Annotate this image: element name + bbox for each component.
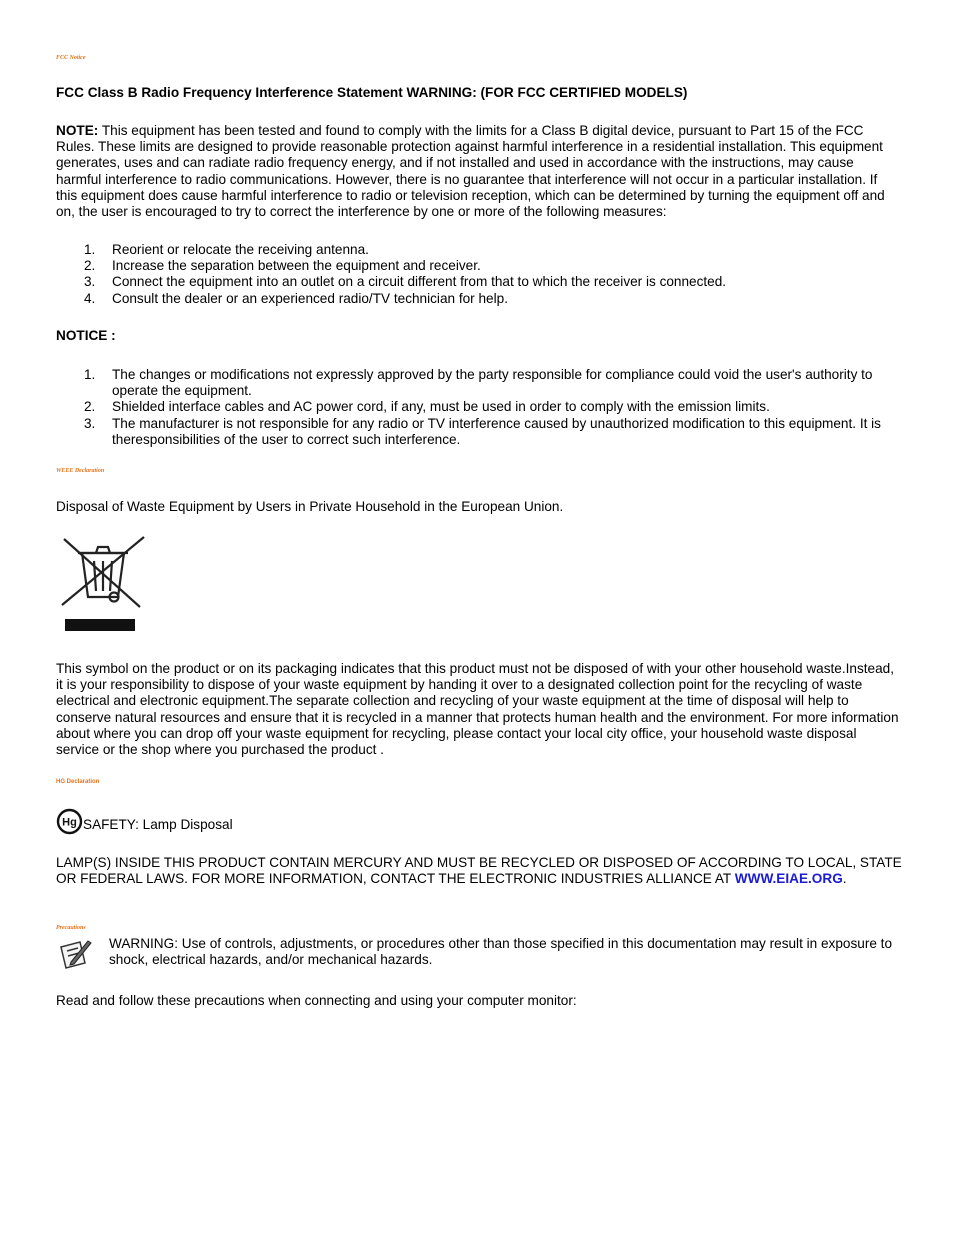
hg-icon-text: Hg <box>62 816 77 829</box>
eiae-link[interactable]: WWW.EIAE.ORG <box>734 871 843 887</box>
note-text: This equipment has been tested and found to comply with the limits for a Class B digital device, pursuant to Part 15 of the FCC Rules. These limits are designed to provide reasonable protection against harmful interference in a residential installation. This equipment generates, uses and can radiate radio frequency energy, and if not installed and used in accordance with the instructions, may cause harmful interference to radio communications. However, there is no guarantee that interference will not occur in a particular installation. If this equipment does cause harmful interference to radio or television reception, which can be determined by turning the equipment off and on, the user is encouraged to try to correct the interference by one or more of the following measures: <box>56 123 885 220</box>
list-item <box>56 274 902 290</box>
section-label-precautions: Precautions <box>56 925 86 931</box>
list-item-number: 2. <box>84 258 96 274</box>
list-item-text: Increase the separation between the equipment and receiver. <box>112 258 481 274</box>
precautions-intro: Read and follow these precautions when connecting and using your computer monitor: <box>56 993 577 1008</box>
list-item-number: 1. <box>84 367 96 382</box>
list-item-text: Connect the equipment into an outlet on a circuit different from that to which the receiver is connected. <box>112 274 727 290</box>
list-item-text: The changes or modifications not expressly approved by the party responsible for compliance could void the user's authority to operate the equipment. <box>112 367 873 399</box>
list-item <box>56 258 902 274</box>
mercury-hg-icon <box>56 808 83 835</box>
hg-body-paragraph <box>56 855 902 887</box>
list-item-number: 1. <box>84 242 96 257</box>
section-label-fcc: FCC Notice <box>56 55 86 61</box>
list-item-text: The manufacturer is not responsible for any radio or TV interference caused by unauthorized modification to this equipment. It is theresponsibilities of the user to correct such interference. <box>112 415 881 447</box>
list-item <box>56 367 902 399</box>
section-label-hg: HG Declaration <box>56 779 100 785</box>
list-item-number: 3. <box>84 274 96 290</box>
weee-heading: Disposal of Waste Equipment by Users in Private Household in the European Union. <box>56 499 564 514</box>
list-item <box>56 399 902 415</box>
section-label-weee: WEEE Declaration <box>56 468 105 474</box>
warning-pencil-note-icon <box>58 937 92 969</box>
note-label: NOTE: <box>56 123 99 138</box>
hg-link-suffix: . <box>842 871 847 887</box>
list-item-text: Consult the dealer or an experienced radio/TV technician for help. <box>112 290 508 306</box>
list-item-text: Shielded interface cables and AC power cord, if any, must be used in order to comply with the emission limits. <box>112 399 770 415</box>
list-item-number: 3. <box>84 415 96 431</box>
list-item <box>56 242 902 258</box>
fcc-measures-list <box>56 242 902 307</box>
list-item <box>56 416 902 448</box>
list-item-text: Reorient or relocate the receiving antenna. <box>112 242 369 257</box>
fcc-notice-list <box>56 367 902 448</box>
fcc-note-paragraph <box>56 123 902 220</box>
list-item-number: 2. <box>84 399 96 415</box>
weee-body: This symbol on the product or on its packaging indicates that this product must not be disposed of with your other household waste.Instead, it is your responsibility to dispose of your waste equipment by handing it over to a designated collection point for the recycling of waste electrical and electronic equipment.The separate collection and recycling of your waste equipment at the time of disposal will help to conserve natural resources and ensure that it is recycled in a manner that protects human health and the environment. For more information about where you can drop off your waste equipment for recycling, please contact your local city office, your household waste disposal service or the shop where you purchased the product . <box>56 661 899 758</box>
hg-body: LAMP(S) INSIDE THIS PRODUCT CONTAIN MERCURY AND MUST BE RECYCLED OR DISPOSED OF ACCORDING TO LOCAL, STATE OR FEDERAL LAWS. FOR MORE INFORMATION, CONTACT THE ELECTRONIC INDUSTRIES ALLIANCE AT <box>56 855 902 887</box>
list-item-number: 4. <box>84 290 96 306</box>
fcc-title: FCC Class B Radio Frequency Interference Statement WARNING: (FOR FCC CERTIFIED MODELS) <box>56 85 688 100</box>
list-item <box>56 291 902 307</box>
notice-label: NOTICE : <box>56 328 116 343</box>
precautions-warning: WARNING: Use of controls, adjustments, or procedures other than those specified in this documentation may result in exposure to shock, electrical hazards, and/or mechanical hazards. <box>109 936 893 968</box>
hg-safety-text: SAFETY: Lamp Disposal <box>83 817 233 832</box>
crossed-out-wheelie-bin-icon <box>56 533 148 635</box>
